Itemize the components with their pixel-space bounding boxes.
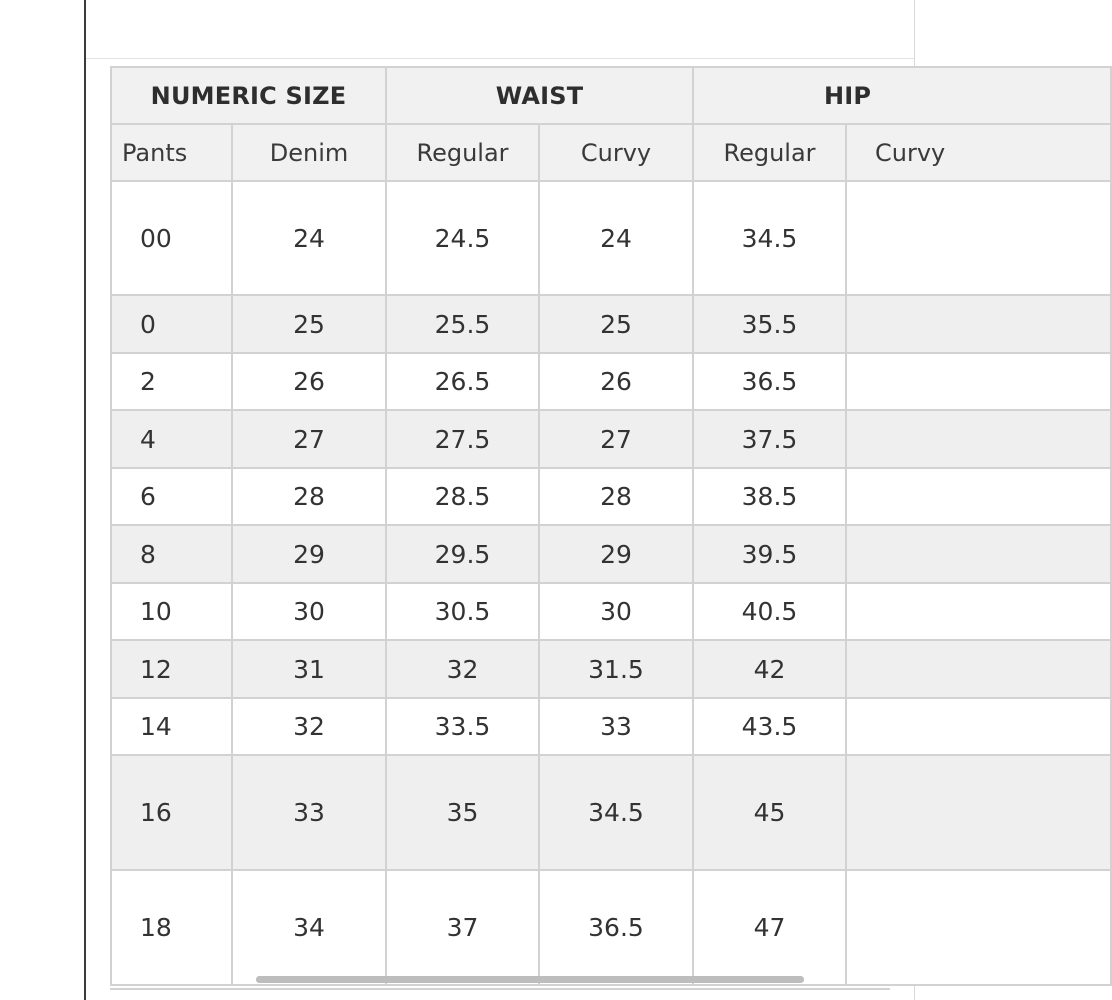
table-cell: 29 [539,525,693,583]
sub-header-row [111,124,1111,181]
table-cell: 42 [693,640,846,698]
header-hip: HIP [693,67,1111,124]
table-cell [846,295,1111,353]
table-cell: 29.5 [386,525,539,583]
table-cell: 45 [693,755,846,870]
table-cell: 0 [111,295,232,353]
table-row [111,353,1111,410]
table-cell: 26 [232,353,386,410]
table-cell: 27.5 [386,410,539,468]
table-row [111,410,1111,468]
table-cell: 37.5 [693,410,846,468]
table-cell: 30 [539,583,693,640]
subheader-hip-curvy: Curvy [846,124,1111,181]
table-cell [846,870,1111,985]
table-cell: 33.5 [386,698,539,755]
table-cell: 18 [111,870,232,985]
table-cell: 30.5 [386,583,539,640]
table-cell [846,640,1111,698]
table-cell [846,468,1111,525]
table-cell [846,755,1111,870]
table-cell: 31 [232,640,386,698]
horizontal-scrollbar[interactable] [256,976,804,983]
table-cell: 47 [693,870,846,985]
table-row [111,525,1111,583]
table-cell [846,525,1111,583]
subheader-hip-regular: Regular [693,124,846,181]
table-cell: 43.5 [693,698,846,755]
table-cell: 24 [232,181,386,295]
table-bottom-border [110,988,890,990]
subheader-denim: Denim [232,124,386,181]
table-row [111,755,1111,870]
table-cell: 29 [232,525,386,583]
table-cell: 2 [111,353,232,410]
table-cell: 37 [386,870,539,985]
table-cell: 31.5 [539,640,693,698]
table-cell: 36.5 [693,353,846,410]
table-cell: 12 [111,640,232,698]
table-cell: 28 [232,468,386,525]
table-cell [846,353,1111,410]
table-row [111,583,1111,640]
group-header-row [111,67,1111,124]
table-cell [846,583,1111,640]
table-cell: 14 [111,698,232,755]
header-waist: WAIST [386,67,693,124]
table-row [111,468,1111,525]
table-row [111,295,1111,353]
table-cell [846,698,1111,755]
table-cell: 25 [539,295,693,353]
table-cell: 16 [111,755,232,870]
table-cell: 26.5 [386,353,539,410]
table-cell: 25.5 [386,295,539,353]
subheader-pants: Pants [111,124,232,181]
size-table-scroll-area[interactable] [110,66,946,990]
top-divider [86,58,914,59]
table-cell: 28.5 [386,468,539,525]
table-row [111,640,1111,698]
table-cell: 35.5 [693,295,846,353]
scrollbar-thumb[interactable] [256,976,804,983]
subheader-waist-curvy: Curvy [539,124,693,181]
table-cell: 24.5 [386,181,539,295]
table-cell: 39.5 [693,525,846,583]
table-cell: 27 [539,410,693,468]
table-cell: 36.5 [539,870,693,985]
table-cell: 40.5 [693,583,846,640]
header-numeric-size: NUMERIC SIZE [111,67,386,124]
table-cell [846,410,1111,468]
table-cell: 32 [232,698,386,755]
table-cell: 27 [232,410,386,468]
table-cell [846,181,1111,295]
table-cell: 00 [111,181,232,295]
table-cell: 6 [111,468,232,525]
table-row [111,181,1111,295]
table-cell: 25 [232,295,386,353]
table-row [111,870,1111,985]
table-cell: 8 [111,525,232,583]
subheader-waist-regular: Regular [386,124,539,181]
size-table-body [111,181,1111,985]
table-cell: 34.5 [693,181,846,295]
frame-left-border [84,0,86,1000]
size-chart-table [110,66,1112,986]
table-cell: 34.5 [539,755,693,870]
table-cell: 4 [111,410,232,468]
table-cell: 33 [539,698,693,755]
table-row [111,698,1111,755]
table-cell: 28 [539,468,693,525]
table-cell: 30 [232,583,386,640]
table-cell: 34 [232,870,386,985]
table-cell: 35 [386,755,539,870]
table-cell: 26 [539,353,693,410]
table-cell: 38.5 [693,468,846,525]
table-cell: 33 [232,755,386,870]
table-cell: 10 [111,583,232,640]
table-cell: 32 [386,640,539,698]
table-cell: 24 [539,181,693,295]
